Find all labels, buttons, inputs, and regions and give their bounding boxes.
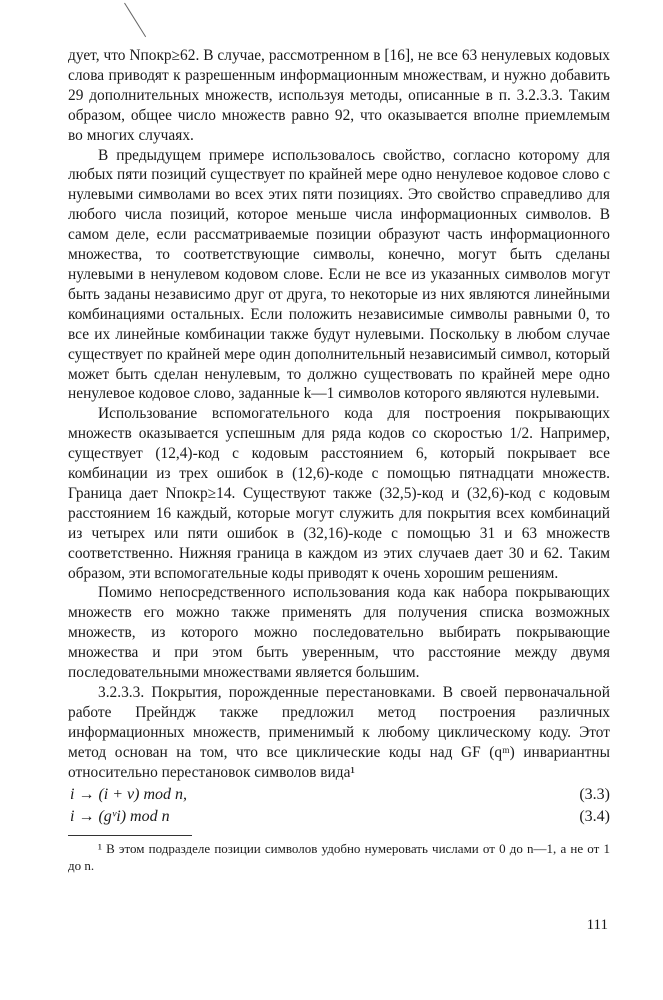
paragraph-3: Использование вспомогательного кода для построения покрывающих множеств оказывается успешным для ряда кодов со скоростью 1/2. Например, существует (12,4)-код с кодовым расстоянием 6, который покрывает все комбинации из трех ошибок в (12,6)-коде с помощью пятнадцати множеств. Граница дает Nпокр≥14. Существуют также (32,5)-код и (32,6)-код с кодовым расстоянием 16 каждый, которые могут служить для покрытия всех комбинаций из четырех или пяти ошибок в (32,16)-коде с помощью 31 и 63 множеств соответственно. Нижняя граница в каждом из этих случаев дает 30 и 62. Таким образом, эти вспомогательные коды приводят к очень хорошим решениям. (68, 405, 610, 582)
footnote: ¹ В этом подразделе позиции символов удобно нумеровать числами от 0 до n—1, а не от 1 до n. (68, 840, 610, 873)
page-body (68, 46, 610, 874)
paragraph-5: 3.2.3.3. Покрытия, порожденные перестановками. В своей первоначальной работе Прейндж также предложил метод построения различных информационных множеств, применимый к любому циклическому коду. Этот метод основан на том, что все циклические коды над GF (qᵐ) инвариантны относительно перестановок символов вида¹ (68, 684, 610, 781)
formula-number: (3.3) (579, 785, 610, 803)
formula-expression: i → (gᵛi) mod n (70, 807, 170, 825)
page-number: 111 (586, 917, 608, 933)
paragraph-2: В предыдущем примере использовалось свойство, согласно которому для любых пяти позиций существует по крайней мере одно ненулевое кодовое слово с нулевыми символами во всех этих пяти позициях. Это свойство справедливо для любого числа позиций, которое меньше числа информационных символов. В самом деле, если рассматриваемые позиции образуют часть информационного множества, то соответствующие символы, конечно, могут быть сделаны нулевыми в ненулевом кодовом слове. Если не все из указанных символов могут быть заданы независимо друг от друга, то некоторые из них являются линейными комбинациями остальных. Если положить независимые символы равными 0, то все их линейные комбинации также будут нулевыми. Поскольку в любом случае существует по крайней мере один дополнительный независимый символ, который может быть сделан ненулевым, то должно существовать по крайней мере одно ненулевое кодовое слово, заданные k—1 символов которого являются нулевыми. (68, 146, 610, 403)
formula-3-4 (68, 806, 610, 827)
formula-3-3 (68, 784, 610, 805)
paragraph-4: Помимо непосредственного использования кода как набора покрывающих множеств его можно также применять для получения списка возможных множеств, из которого можно последовательно выбирать покрывающие множества и при этом быть уверенным, что расстояние между двумя последовательными множествами является большим. (68, 584, 610, 682)
scan-mark (124, 3, 146, 37)
formula-expression: i → (i + ν) mod n, (70, 785, 187, 803)
formula-number: (3.4) (579, 807, 610, 825)
footnote-divider (68, 835, 192, 836)
paragraph-1: дует, что Nпокр≥62. В случае, рассмотренном в [16], не все 63 ненулевых кодовых слова приводят к разрешенным информационным множествам, и нужно добавить 29 дополнительных множеств, используя методы, описанные в п. 3.2.3.3. Таким образом, общее число множеств равно 92, что оказывается вполне приемлемым во многих случаях. (68, 47, 610, 144)
